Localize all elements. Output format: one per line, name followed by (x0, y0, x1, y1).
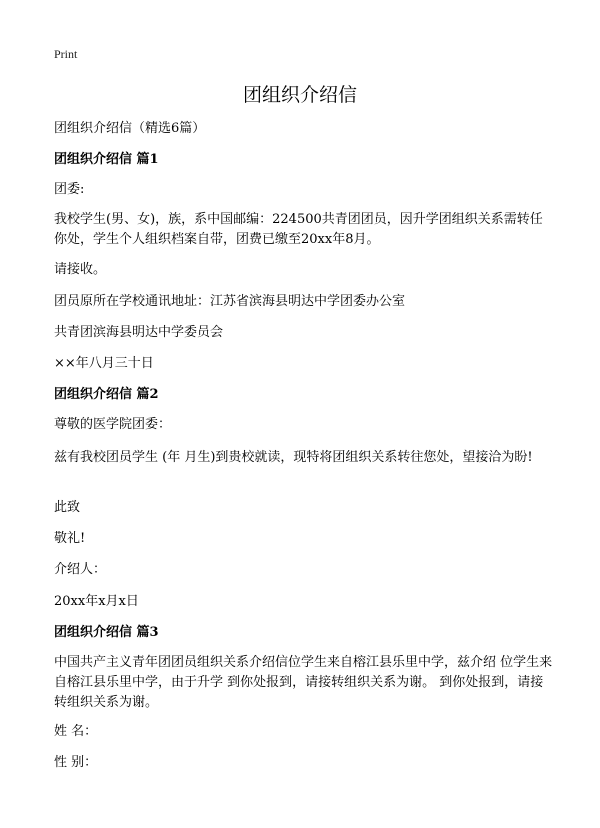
section2-salutation: 尊敬的医学院团委： (54, 417, 172, 432)
section1-body: 我校学生(男、女)，族，系中国邮编：224500共青团团员，因升学团组织关系需转任你处，学生个人组织档案自带，团费已缴至20xx年8月。 (54, 212, 543, 247)
section2-closing2: 敬礼! (54, 531, 86, 546)
section1-salutation: 团委: (54, 182, 85, 197)
section2-date: 20xx年x月x日 (54, 594, 139, 609)
section1-request: 请接收。 (54, 262, 107, 277)
section2-closing1: 此致 (54, 500, 81, 515)
section1-heading: 团组织介绍信 篇1 (54, 152, 159, 167)
section2-body: 兹有我校团员学生 (年 月生)到贵校就读，现特将团组织关系转往您处，望接洽为盼! (54, 450, 533, 465)
document-title: 团组织介绍信 (242, 84, 357, 106)
section3-field-name: 姓 名： (54, 724, 98, 739)
section1-date: ××年八月三十日 (54, 356, 154, 371)
section1-signature: 共青团滨海县明达中学委员会 (54, 325, 224, 340)
section3-body: 中国共产主义青年团团员组织关系介绍信位学生来自榕江县乐里中学，兹介绍 位学生来自榕江县乐里中学，由于升学 到你处报到，请接转组织关系为谢。 到你处报到，请接转组织关系为谢。 (54, 655, 553, 710)
section1-address: 团员原所在学校通讯地址：江苏省滨海县明达中学团委办公室 (54, 294, 406, 309)
section2-heading: 团组织介绍信 篇2 (54, 387, 159, 402)
print-label: Print (54, 47, 78, 61)
section3-heading: 团组织介绍信 篇3 (54, 625, 159, 640)
section2-introducer: 介绍人： (54, 562, 107, 577)
section3-field-gender: 性 别： (54, 755, 98, 770)
document-subtitle: 团组织介绍信（精选6篇） (54, 121, 206, 136)
